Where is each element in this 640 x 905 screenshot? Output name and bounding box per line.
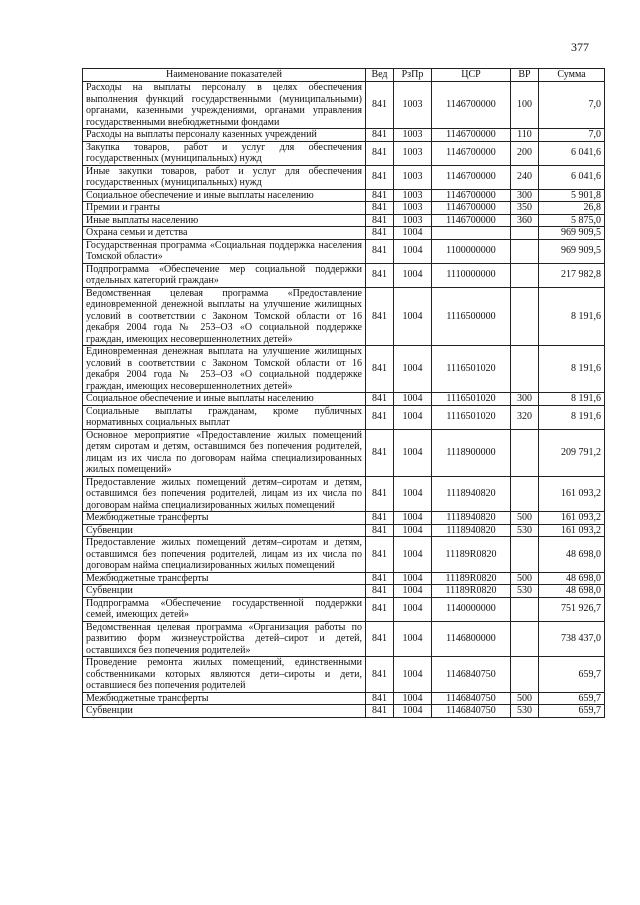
cell-ved: 841	[366, 512, 394, 525]
cell-sum: 7,0	[539, 129, 605, 142]
cell-rzpr: 1004	[394, 405, 432, 429]
cell-csr: 1146700000	[432, 189, 511, 202]
cell-rzpr: 1003	[394, 189, 432, 202]
cell-sum: 26,8	[539, 202, 605, 215]
cell-name: Субвенции	[83, 524, 366, 537]
cell-sum: 751 926,7	[539, 597, 605, 621]
cell-csr: 1116501020	[432, 393, 511, 406]
cell-name: Единовременная денежная выплата на улучшение жилищных условий в соответствии с Законом Томской области от 16 декабря 2004 года № 253–ОЗ «О социальной поддержке граждан, имеющих несовершеннолетних детей»	[83, 346, 366, 393]
cell-csr: 1118940820	[432, 512, 511, 525]
cell-rzpr: 1004	[394, 346, 432, 393]
cell-ved: 841	[366, 657, 394, 693]
cell-vr	[511, 227, 539, 240]
table-row	[83, 82, 605, 129]
table-row	[83, 692, 605, 705]
header-name: Наименование показателей	[83, 69, 366, 82]
cell-rzpr: 1004	[394, 512, 432, 525]
cell-csr: 1146840750	[432, 657, 511, 693]
cell-ved: 841	[366, 165, 394, 189]
header-vr: ВР	[511, 69, 539, 82]
table-row	[83, 657, 605, 693]
table-row	[83, 405, 605, 429]
cell-name: Социальное обеспечение и иные выплаты населению	[83, 393, 366, 406]
cell-vr: 500	[511, 512, 539, 525]
cell-sum: 738 437,0	[539, 621, 605, 657]
cell-name: Расходы на выплаты персоналу в целях обеспечения выполнения функций государственными (муниципальными) органами, казенными учреждениями, органами управления государственными внебюджетными фондами	[83, 82, 366, 129]
cell-csr: 11189R0820	[432, 572, 511, 585]
cell-name: Закупка товаров, работ и услуг для обеспечения государственных (муниципальных) нужд	[83, 141, 366, 165]
cell-sum: 6 041,6	[539, 165, 605, 189]
cell-ved: 841	[366, 429, 394, 476]
cell-csr: 1146700000	[432, 82, 511, 129]
cell-name: Подпрограмма «Обеспечение государственной поддержки семей, имеющих детей»	[83, 597, 366, 621]
budget-table	[82, 68, 605, 718]
cell-name: Субвенции	[83, 585, 366, 598]
cell-csr: 1110000000	[432, 263, 511, 287]
header-csr: ЦСР	[432, 69, 511, 82]
cell-name: Охрана семьи и детства	[83, 227, 366, 240]
page-number: 377	[571, 40, 589, 54]
cell-csr: 1146700000	[432, 214, 511, 227]
cell-ved: 841	[366, 263, 394, 287]
table-row	[83, 202, 605, 215]
table-row	[83, 597, 605, 621]
cell-sum: 5 875,0	[539, 214, 605, 227]
cell-csr: 1118900000	[432, 429, 511, 476]
cell-name: Иные выплаты населению	[83, 214, 366, 227]
cell-sum: 161 093,2	[539, 476, 605, 512]
cell-name: Подпрограмма «Обеспечение мер социальной поддержки отдельных категорий граждан»	[83, 263, 366, 287]
cell-name: Межбюджетные трансферты	[83, 512, 366, 525]
table-row	[83, 165, 605, 189]
cell-vr	[511, 346, 539, 393]
cell-rzpr: 1004	[394, 476, 432, 512]
cell-sum: 5 901,8	[539, 189, 605, 202]
table-row	[83, 512, 605, 525]
cell-sum: 659,7	[539, 657, 605, 693]
cell-csr: 11189R0820	[432, 585, 511, 598]
table-header-row	[83, 69, 605, 82]
cell-ved: 841	[366, 524, 394, 537]
cell-csr: 1146700000	[432, 141, 511, 165]
table-row	[83, 572, 605, 585]
cell-sum: 161 093,2	[539, 524, 605, 537]
cell-vr: 240	[511, 165, 539, 189]
cell-csr: 1146800000	[432, 621, 511, 657]
cell-vr	[511, 263, 539, 287]
cell-name: Ведомственная целевая программа «Предоставление единовременной денежной выплаты на улучшение жилищных условий в соответствии с Законом Томской области от 16 декабря 2004 года № 253–ОЗ «О социальной поддержке граждан, имеющих несовершеннолетних детей»	[83, 287, 366, 346]
cell-sum: 209 791,2	[539, 429, 605, 476]
cell-ved: 841	[366, 239, 394, 263]
cell-vr: 500	[511, 692, 539, 705]
cell-vr	[511, 537, 539, 573]
cell-ved: 841	[366, 202, 394, 215]
table-row	[83, 141, 605, 165]
cell-sum: 48 698,0	[539, 585, 605, 598]
cell-name: Ведомственная целевая программа «Организация работы по развитию форм жизнеустройства детей–сирот и детей, оставшихся без попечения родителей»	[83, 621, 366, 657]
cell-vr: 360	[511, 214, 539, 227]
cell-rzpr: 1003	[394, 165, 432, 189]
table-row	[83, 524, 605, 537]
cell-vr: 500	[511, 572, 539, 585]
cell-ved: 841	[366, 597, 394, 621]
cell-name: Государственная программа «Социальная поддержка населения Томской области»	[83, 239, 366, 263]
cell-sum: 8 191,6	[539, 287, 605, 346]
cell-name: Основное мероприятие «Предоставление жилых помещений детям сиротам и детям, оставшимся без попечения родителей, лицам из их числа по договорам найма специализированных жилых помещений»	[83, 429, 366, 476]
cell-rzpr: 1004	[394, 705, 432, 718]
header-rzpr: РзПр	[394, 69, 432, 82]
cell-sum: 7,0	[539, 82, 605, 129]
cell-csr: 1118940820	[432, 524, 511, 537]
cell-csr: 1140000000	[432, 597, 511, 621]
cell-rzpr: 1003	[394, 82, 432, 129]
cell-csr: 1146840750	[432, 692, 511, 705]
cell-vr	[511, 239, 539, 263]
cell-rzpr: 1004	[394, 287, 432, 346]
cell-name: Социальное обеспечение и иные выплаты населению	[83, 189, 366, 202]
cell-name: Проведение ремонта жилых помещений, единственными собственниками которых являются дети–сироты и дети, оставшиеся без попечения родителей	[83, 657, 366, 693]
cell-rzpr: 1004	[394, 537, 432, 573]
cell-name: Межбюджетные трансферты	[83, 692, 366, 705]
cell-name: Иные закупки товаров, работ и услуг для обеспечения государственных (муниципальных) нужд	[83, 165, 366, 189]
cell-name: Расходы на выплаты персоналу казенных учреждений	[83, 129, 366, 142]
table-row	[83, 621, 605, 657]
cell-vr: 320	[511, 405, 539, 429]
cell-rzpr: 1004	[394, 263, 432, 287]
cell-name: Премии и гранты	[83, 202, 366, 215]
cell-csr: 1116501020	[432, 346, 511, 393]
table-row	[83, 129, 605, 142]
cell-ved: 841	[366, 82, 394, 129]
cell-sum: 161 093,2	[539, 512, 605, 525]
cell-vr	[511, 657, 539, 693]
cell-csr: 1146700000	[432, 165, 511, 189]
cell-vr: 300	[511, 189, 539, 202]
cell-ved: 841	[366, 129, 394, 142]
cell-rzpr: 1003	[394, 141, 432, 165]
table-row	[83, 227, 605, 240]
cell-rzpr: 1004	[394, 692, 432, 705]
cell-ved: 841	[366, 692, 394, 705]
cell-ved: 841	[366, 214, 394, 227]
cell-ved: 841	[366, 621, 394, 657]
cell-rzpr: 1004	[394, 621, 432, 657]
cell-ved: 841	[366, 476, 394, 512]
header-ved: Вед	[366, 69, 394, 82]
cell-sum: 8 191,6	[539, 346, 605, 393]
cell-csr: 1146700000	[432, 202, 511, 215]
cell-ved: 841	[366, 346, 394, 393]
table-row	[83, 189, 605, 202]
cell-ved: 841	[366, 189, 394, 202]
cell-csr: 1100000000	[432, 239, 511, 263]
cell-rzpr: 1003	[394, 129, 432, 142]
cell-rzpr: 1004	[394, 429, 432, 476]
cell-sum: 969 909,5	[539, 239, 605, 263]
cell-sum: 659,7	[539, 705, 605, 718]
cell-sum: 8 191,6	[539, 393, 605, 406]
table-body	[83, 82, 605, 718]
cell-csr: 11189R0820	[432, 537, 511, 573]
cell-ved: 841	[366, 705, 394, 718]
table-row	[83, 287, 605, 346]
cell-rzpr: 1004	[394, 239, 432, 263]
cell-name: Предоставление жилых помещений детям–сиротам и детям, оставшимся без попечения родителей, лицам из их числа по договорам найма специализированных жилых помещений	[83, 476, 366, 512]
cell-vr	[511, 287, 539, 346]
cell-csr	[432, 227, 511, 240]
cell-vr: 530	[511, 705, 539, 718]
cell-name: Социальные выплаты гражданам, кроме публичных нормативных социальных выплат	[83, 405, 366, 429]
cell-sum: 6 041,6	[539, 141, 605, 165]
table-row	[83, 263, 605, 287]
cell-vr	[511, 476, 539, 512]
cell-name: Межбюджетные трансферты	[83, 572, 366, 585]
cell-ved: 841	[366, 393, 394, 406]
table-row	[83, 429, 605, 476]
cell-vr	[511, 597, 539, 621]
cell-vr: 110	[511, 129, 539, 142]
cell-ved: 841	[366, 572, 394, 585]
table-row	[83, 214, 605, 227]
cell-vr	[511, 621, 539, 657]
cell-vr: 300	[511, 393, 539, 406]
cell-sum: 217 982,8	[539, 263, 605, 287]
table-row	[83, 239, 605, 263]
cell-ved: 841	[366, 585, 394, 598]
cell-ved: 841	[366, 141, 394, 165]
cell-rzpr: 1004	[394, 572, 432, 585]
cell-rzpr: 1004	[394, 393, 432, 406]
cell-name: Субвенции	[83, 705, 366, 718]
cell-sum: 48 698,0	[539, 572, 605, 585]
cell-vr: 100	[511, 82, 539, 129]
cell-csr: 1146840750	[432, 705, 511, 718]
cell-csr: 1146700000	[432, 129, 511, 142]
cell-vr: 530	[511, 524, 539, 537]
cell-rzpr: 1004	[394, 585, 432, 598]
table-row	[83, 476, 605, 512]
cell-sum: 659,7	[539, 692, 605, 705]
cell-rzpr: 1003	[394, 214, 432, 227]
cell-ved: 841	[366, 287, 394, 346]
cell-rzpr: 1004	[394, 227, 432, 240]
cell-csr: 1116500000	[432, 287, 511, 346]
cell-ved: 841	[366, 537, 394, 573]
table-row	[83, 346, 605, 393]
cell-ved: 841	[366, 227, 394, 240]
cell-sum: 48 698,0	[539, 537, 605, 573]
cell-vr: 530	[511, 585, 539, 598]
cell-sum: 969 909,5	[539, 227, 605, 240]
table-row	[83, 393, 605, 406]
cell-rzpr: 1004	[394, 657, 432, 693]
cell-sum: 8 191,6	[539, 405, 605, 429]
cell-rzpr: 1004	[394, 597, 432, 621]
cell-vr: 350	[511, 202, 539, 215]
cell-csr: 1116501020	[432, 405, 511, 429]
table-row	[83, 537, 605, 573]
header-sum: Сумма	[539, 69, 605, 82]
cell-rzpr: 1004	[394, 524, 432, 537]
cell-vr	[511, 429, 539, 476]
cell-name: Предоставление жилых помещений детям–сиротам и детям, оставшимся без попечения родителей, лицам из их числа по договорам найма специализированных жилых помещений	[83, 537, 366, 573]
cell-rzpr: 1003	[394, 202, 432, 215]
cell-vr: 200	[511, 141, 539, 165]
cell-csr: 1118940820	[432, 476, 511, 512]
table-row	[83, 705, 605, 718]
table-row	[83, 585, 605, 598]
cell-ved: 841	[366, 405, 394, 429]
